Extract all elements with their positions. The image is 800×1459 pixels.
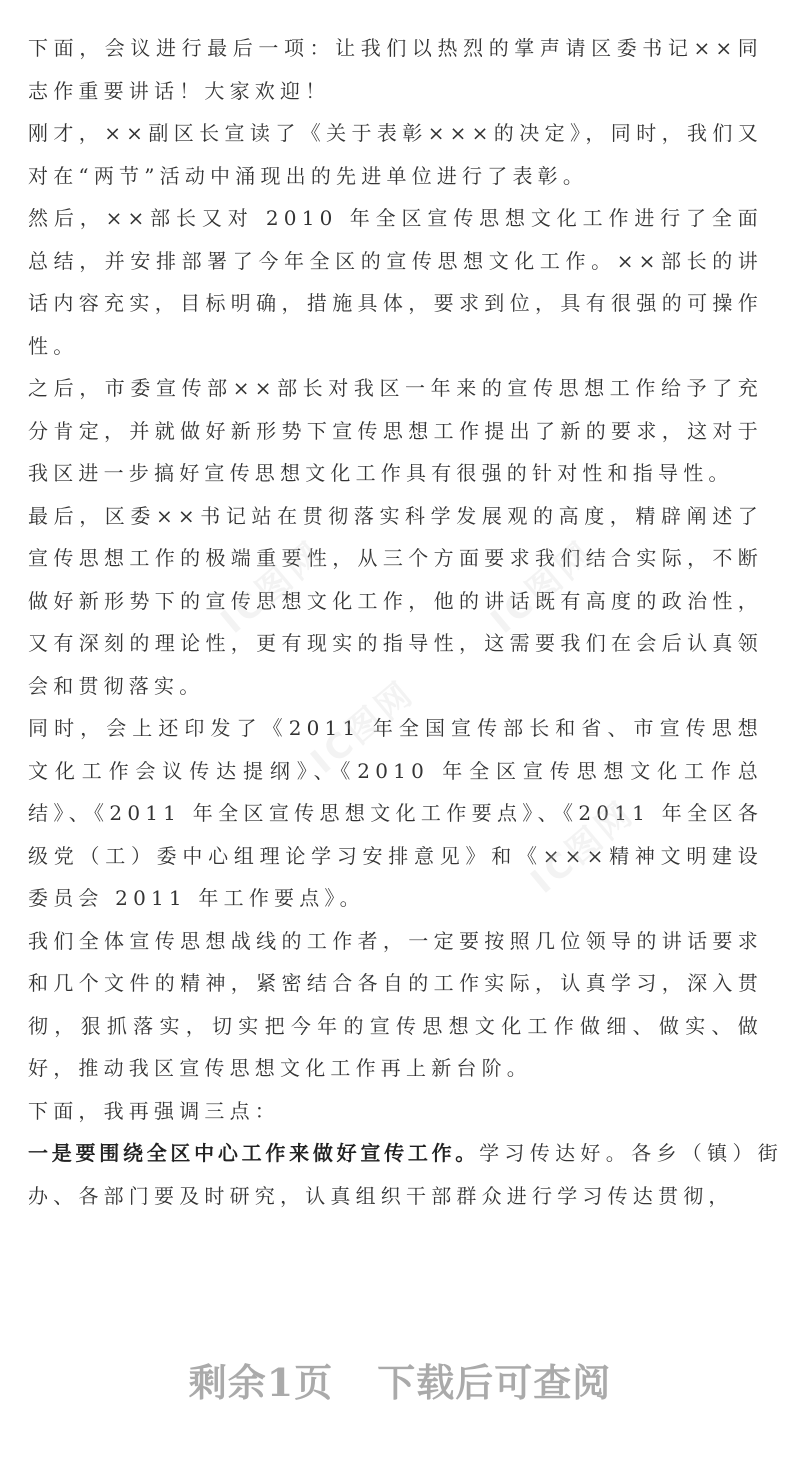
paragraph-3: 然后，××部长又对 2010 年全区宣传思想文化工作进行了全面总结，并安排部署了今年全区的宣传思想文化工作。××部长的讲话内容充实，目标明确，措施具体，要求到位，具有很强的可操作性。 bbox=[28, 206, 763, 358]
bold-lead-text: 一是要围绕全区中心工作来做好宣传工作。 bbox=[28, 1141, 480, 1165]
download-prompt[interactable] bbox=[0, 1352, 800, 1407]
paragraph-5: 最后，区委××书记站在贯彻落实科学发展观的高度，精辟阐述了宣传思想工作的极端重要性，从三个方面要求我们结合实际，不断做好新形势下的宣传思想文化工作，他的讲话既有高度的政治性，又有深刻的理论性，更有现实的指导性，这需要我们在会后认真领会和贯彻落实。 bbox=[28, 503, 763, 698]
paragraph-4: 之后，市委宣传部××部长对我区一年来的宣传思想工作给予了充分肯定，并就做好新形势下宣传思想工作提出了新的要求，这对于我区进一步搞好宣传思想文化工作具有很强的针对性和指导性。 bbox=[28, 376, 763, 485]
paragraph-6: 同时，会上还印发了《2011 年全国宣传部长和省、市宣传思想文化工作会议传达提纲》、《2010 年全区宣传思想文化工作总结》、《2011 年全区宣传思想文化工作要点》、《2011 年全区各级党（工）委中心组理论学习安排意见》和《×××精神文明建设委员会 2011 年工作要点》。 bbox=[28, 716, 763, 910]
paragraph-9-text: 学习传达好。各乡（镇）街办、各部门要及时研究，认真组织干部群众进行学习传达贯彻， bbox=[28, 1141, 783, 1208]
paragraph-2: 刚才，××副区长宣读了《关于表彰×××的决定》，同时，我们又对在“两节”活动中涌现出的先进单位进行了表彰。 bbox=[28, 121, 763, 188]
download-to-view-label: 下载后可查阅 bbox=[377, 1360, 612, 1405]
watermark-3: IC图网 bbox=[303, 672, 423, 782]
watermark-1: IC图网 bbox=[213, 532, 333, 642]
watermark-2: IC图网 bbox=[483, 532, 603, 642]
watermark-4: IC图网 bbox=[523, 792, 643, 902]
document-body bbox=[28, 27, 783, 1217]
remaining-pages-label: 剩余1页 bbox=[188, 1360, 334, 1405]
paragraph-7: 我们全体宣传思想战线的工作者，一定要按照几位领导的讲话要求和几个文件的精神，紧密结合各自的工作实际，认真学习，深入贯彻，狠抓落实，切实把今年的宣传思想文化工作做细、做实、做好，推动我区宣传思想文化工作再上新台阶。 bbox=[28, 928, 763, 1080]
paragraph-1: 下面，会议进行最后一项：让我们以热烈的掌声请区委书记××同志作重要讲话！大家欢迎！ bbox=[28, 36, 763, 103]
paragraph-9 bbox=[28, 1132, 783, 1217]
paragraph-8: 下面，我再强调三点： bbox=[28, 1098, 280, 1123]
